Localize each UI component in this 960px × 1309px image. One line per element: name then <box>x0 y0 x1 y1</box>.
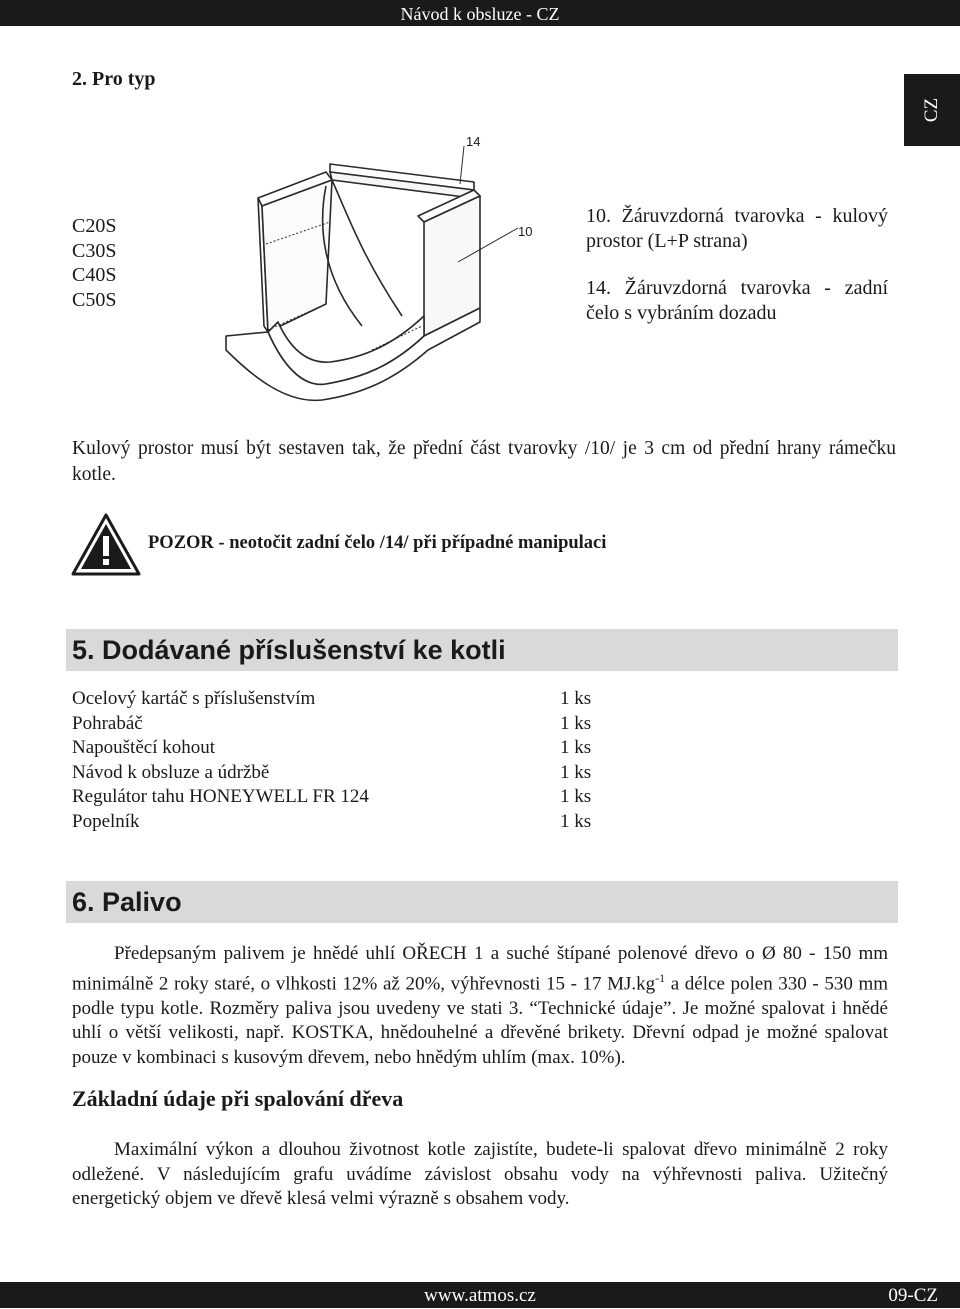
list-item <box>72 737 612 762</box>
footer-website-link[interactable]: www.atmos.cz <box>424 1285 536 1306</box>
document-header <box>0 0 960 26</box>
accessory-name: Regulátor tahu HONEYWELL FR 124 <box>72 786 369 808</box>
fuel-paragraph <box>72 942 888 1070</box>
section-5-heading <box>66 629 898 671</box>
legend-item-14: 14. Žáruvzdorná tvarovka - zadní čelo s vybráním dozadu <box>586 277 888 324</box>
accessory-qty: 1 ks <box>560 737 592 759</box>
part-legend <box>586 204 888 348</box>
fuel-text-a: Předepsaným palivem je hnědé uhlí OŘECH 1 a suché štípané polenové dřevo o Ø 80 - 150 mm minimálně 2 roky staré, o vlhkosti 12% až 20%, výhřevnosti 15 - 17 MJ.kg <box>72 943 888 995</box>
accessory-qty: 1 ks <box>560 761 592 783</box>
model-item: C40S <box>72 264 117 286</box>
warning-triangle-icon <box>70 512 142 578</box>
wood-text: Maximální výkon a dlouhou životnost kotle zajistíte, budete-li spalovat dřevo minimálně 2 roky odležené. V následujícím grafu uvádíme závislost obsahu vody na výhřevnosti paliva. Užitečný energetický objem ve dřevě klesá velmi výrazně s obsahem vody. <box>72 1139 888 1209</box>
document-footer <box>0 1282 960 1308</box>
header-title: Návod k obsluze - CZ <box>400 4 560 24</box>
list-item <box>72 688 612 713</box>
model-item: C50S <box>72 288 117 311</box>
refractory-chamber-diagram <box>222 126 552 406</box>
list-item <box>72 811 612 836</box>
diagram-label-10: 10 <box>518 224 533 239</box>
accessories-list <box>72 688 612 836</box>
model-item: C30S <box>72 239 117 262</box>
wood-subheading: Základní údaje při spalování dřeva <box>72 1086 404 1111</box>
accessory-qty: 1 ks <box>560 786 592 808</box>
accessory-qty: 1 ks <box>560 688 592 709</box>
accessory-name: Pohrabáč <box>72 712 143 734</box>
list-item <box>72 762 612 787</box>
accessory-name: Návod k obsluze a údržbě <box>72 761 270 783</box>
model-list <box>72 214 116 312</box>
diagram-label-14: 14 <box>466 134 481 149</box>
legend-item-10: 10. Žáruvzdorná tvarovka - kulový prostor (L+P strana) <box>586 205 888 252</box>
accessory-name: Ocelový kartáč s příslušenstvím <box>72 688 316 709</box>
accessory-qty: 1 ks <box>560 712 592 734</box>
language-tab-label: CZ <box>921 97 942 123</box>
accessory-name: Popelník <box>72 810 140 832</box>
assembly-note: Kulový prostor musí být sestaven tak, že přední část tvarovky /10/ je 3 cm od přední hrany rámečku kotle. <box>72 438 896 485</box>
accessory-qty: 1 ks <box>560 810 592 832</box>
section-5-title: 5. Dodávané příslušenství ke kotli <box>72 635 506 665</box>
section-6-title: 6. Palivo <box>72 887 182 917</box>
language-tab <box>904 74 960 146</box>
list-item <box>72 713 612 738</box>
wood-paragraph <box>72 1138 888 1212</box>
section-2-title: 2. Pro typ <box>72 68 156 90</box>
section-6-heading <box>66 881 898 923</box>
model-item: C20S <box>72 215 117 237</box>
fuel-text-b: a délce polen 330 - 530 mm podle typu kotle. Rozměry paliva jsou uvedeny ve stati 3. “Technické údaje”. Je možné spalovat i hnědé uhlí o větší velikosti, např. KOSTKA, hnědouhelné a dřevěné brikety. Dřevní odpad je možné spalovat pouze v kombinaci s kusovým dřevem, nebo hnědým uhlím (max. 10%). <box>72 973 888 1068</box>
page-number: 09-CZ <box>888 1285 938 1306</box>
fuel-unit-exponent: -1 <box>655 971 666 986</box>
accessory-name: Napouštěcí kohout <box>72 737 216 759</box>
warning-text: POZOR - neotočit zadní čelo /14/ při případné manipulaci <box>148 533 607 553</box>
list-item <box>72 786 612 811</box>
